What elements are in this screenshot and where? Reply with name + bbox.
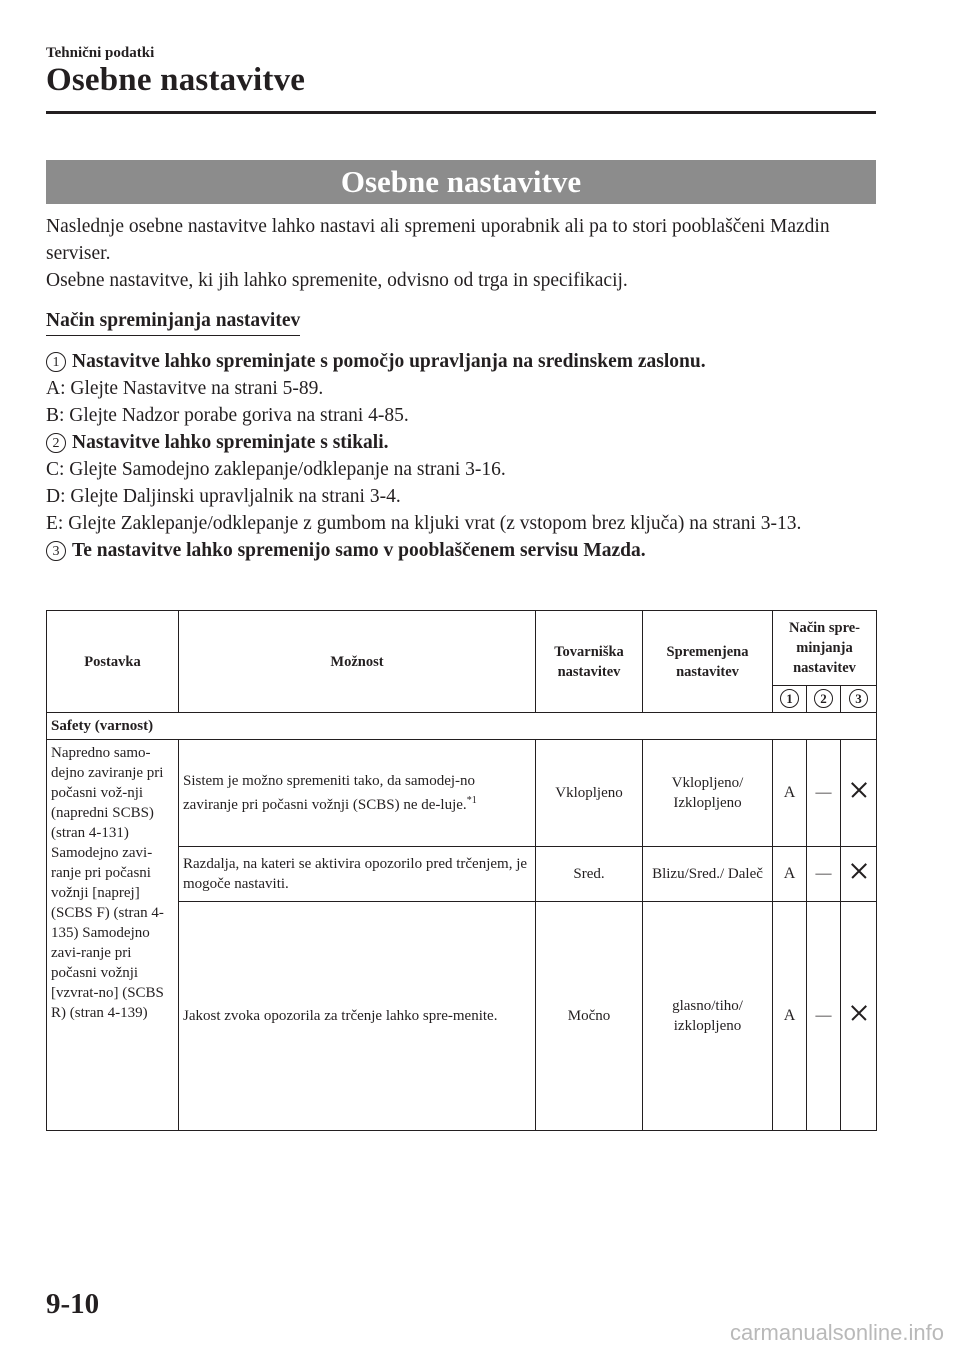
method-e: E: Glejte Zaklepanje/odklepanje z gumbom na kljuki vrat (z vstopom brez ključa) na strani 3-13.: [46, 513, 802, 534]
table-header-row: [47, 611, 877, 686]
section-banner: Osebne nastavitve: [46, 160, 876, 204]
circled-number-icon: 3: [849, 689, 868, 708]
subheading: Način spreminjanja nastavitev: [46, 310, 300, 336]
methods-list: [46, 348, 876, 564]
method-2-cell: —: [807, 902, 841, 1131]
method-1-cell: A: [773, 902, 807, 1131]
method-d: D: Glejte Daljinski upravljalnik na strani 3-4.: [46, 486, 401, 507]
method-1-cell: A: [773, 740, 807, 847]
method-c: C: Glejte Samodejno zaklepanje/odklepanje na strani 3-16.: [46, 459, 506, 480]
intro-text: [46, 213, 876, 294]
section-label: Tehnični podatki: [46, 45, 155, 61]
section-label-cell: Safety (varnost): [47, 713, 877, 740]
table-section-row: [47, 713, 877, 740]
header-item: Postavka: [47, 611, 179, 713]
method-a: A: Glejte Nastavitve na strani 5-89.: [46, 378, 324, 399]
header-divider: [46, 111, 876, 114]
factory-cell: Sred.: [536, 847, 643, 902]
header-method-1: [773, 686, 807, 713]
header-method-3: [841, 686, 877, 713]
circled-number-icon: 2: [814, 689, 833, 708]
method-3-cell: [841, 740, 877, 847]
header-changed: Spremenjena nastavitev: [643, 611, 773, 713]
circled-number-icon: 1: [46, 352, 66, 372]
method-1-heading: 1 Nastavitve lahko spreminjate s pomočjo upravljanja na sredinskem zaslonu.: [46, 348, 876, 375]
method-1-cell: A: [773, 847, 807, 902]
cross-icon: [851, 863, 867, 879]
table-row: [47, 740, 877, 847]
method-b: B: Glejte Nadzor porabe goriva na strani 4-85.: [46, 405, 409, 426]
changed-cell: Blizu/Sred./ Daleč: [643, 847, 773, 902]
cross-icon: [851, 782, 867, 798]
option-cell: Jakost zvoka opozorila za trčenje lahko spre-menite.: [179, 902, 536, 1131]
page-number: 9-10: [46, 1288, 100, 1320]
changed-cell: Vklopljeno/ Izklopljeno: [643, 740, 773, 847]
option-cell: Sistem je možno spremeniti tako, da samodej-no zaviranje pri počasni vožnji (SCBS) ne de-luje.$^{*1}$: [179, 740, 536, 847]
page-title: Osebne nastavitve: [46, 62, 306, 98]
method-2-cell: —: [807, 740, 841, 847]
changed-cell: glasno/tiho/ izklopljeno: [643, 902, 773, 1131]
header-option: Možnost: [179, 611, 536, 713]
method-2-heading: 2 Nastavitve lahko spreminjate s stikali.: [46, 429, 876, 456]
option-cell: Razdalja, na kateri se aktivira opozorilo pred trčenjem, je mogoče nastaviti.: [179, 847, 536, 902]
circled-number-icon: 1: [780, 689, 799, 708]
watermark: carmanualsonline.info: [729, 1320, 944, 1345]
intro-line-2: Osebne nastavitve, ki jih lahko spremenite, odvisno od trga in specifikacij.: [46, 270, 628, 291]
factory-cell: Vklopljeno: [536, 740, 643, 847]
settings-table: [46, 610, 877, 1131]
header-factory: Tovarniška nastavitev: [536, 611, 643, 713]
method-3-heading: 3 Te nastavitve lahko spremenijo samo v pooblaščenem servisu Mazda.: [46, 537, 876, 564]
intro-line-1: Naslednje osebne nastavitve lahko nastavi ali spremeni uporabnik ali pa to stori pooblaščeni Mazdin serviser.: [46, 216, 830, 264]
header-method-2: [807, 686, 841, 713]
cross-icon: [851, 1005, 867, 1021]
item-label-cell: Napredno samo-dejno zaviranje pri počasni vož-nji (napredni SCBS) (stran 4-131) Samodejno zavi-ranje pri počasni vožnji [naprej] (SCBS F) (stran 4-135) Samodejno zavi-ranje pri počasni vožnji [vzvrat-no] (SCBS R) (stran 4-139): [47, 740, 179, 1131]
circled-number-icon: 2: [46, 433, 66, 453]
factory-cell: Močno: [536, 902, 643, 1131]
method-2-cell: —: [807, 847, 841, 902]
method-3-cell: [841, 902, 877, 1131]
header-method: Način spre-minjanja nastavitev: [773, 611, 877, 686]
method-3-cell: [841, 847, 877, 902]
circled-number-icon: 3: [46, 541, 66, 561]
